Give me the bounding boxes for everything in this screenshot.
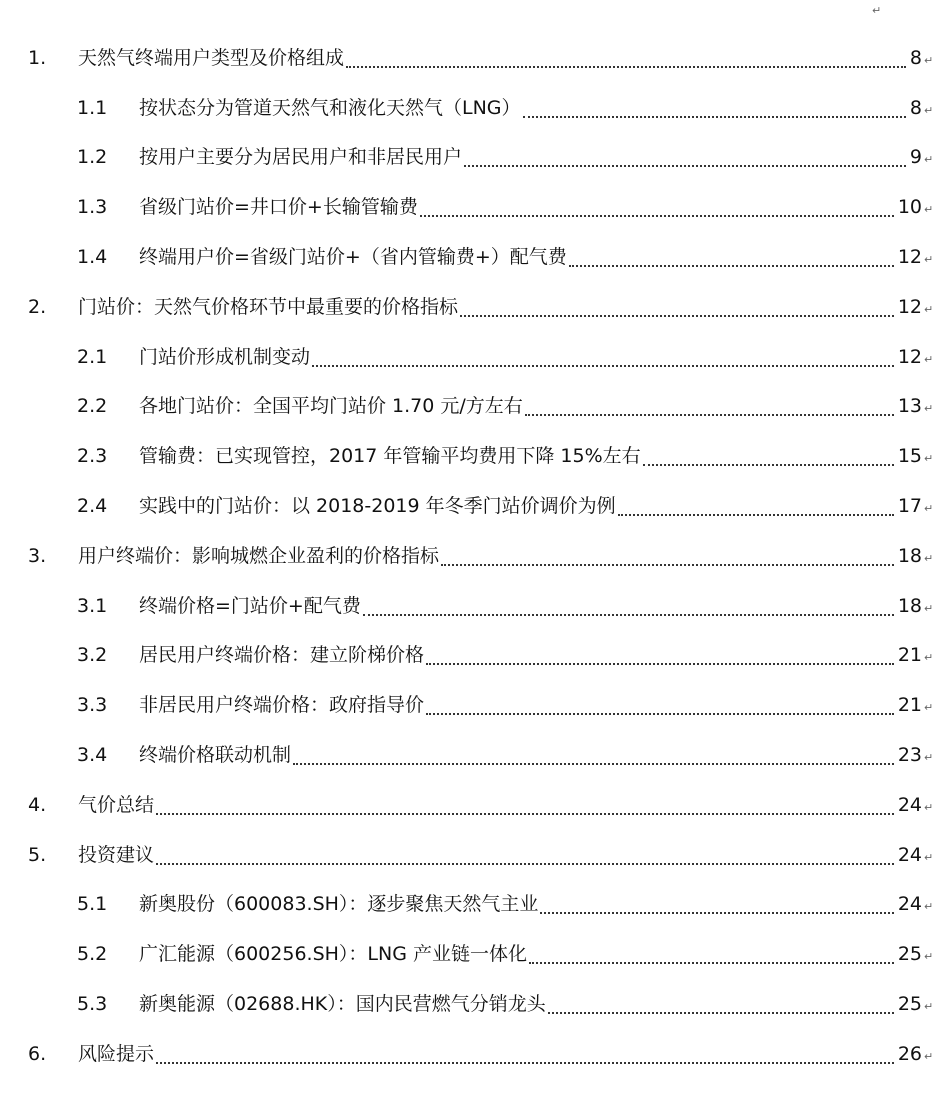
toc-entry[interactable] xyxy=(0,830,952,880)
toc-entry-number: 2. xyxy=(28,295,47,318)
paragraph-mark-icon: ↵ xyxy=(924,402,934,416)
toc-entry[interactable] xyxy=(0,680,952,730)
paragraph-mark-icon: ↵ xyxy=(924,352,934,366)
dot-leader xyxy=(529,962,894,964)
toc-entry[interactable] xyxy=(0,332,952,382)
dot-leader xyxy=(441,564,894,566)
dot-leader xyxy=(540,912,893,914)
toc-entry-title: 新奥能源（02688.HK）：国内民营燃气分销龙头 xyxy=(139,993,546,1016)
toc-entry-title: 终端价格联动机制 xyxy=(139,744,292,767)
toc-entry[interactable] xyxy=(0,133,952,183)
dot-leader xyxy=(618,514,894,516)
toc-entry[interactable] xyxy=(0,880,952,930)
toc-entry-page-number: 18 xyxy=(897,544,922,567)
toc-entry[interactable] xyxy=(0,581,952,631)
dot-leader xyxy=(156,1062,894,1064)
toc-entry-number: 3.4 xyxy=(77,744,108,767)
toc-entry[interactable] xyxy=(0,631,952,681)
toc-entry-title: 气价总结 xyxy=(78,793,155,816)
toc-entry-title: 门站价：天然气价格环节中最重要的价格指标 xyxy=(78,295,459,318)
toc-entry[interactable] xyxy=(0,83,952,133)
toc-entry-page-number: 15 xyxy=(897,445,922,468)
toc-entry-title: 各地门站价：全国平均门站价 1.70 元/方左右 xyxy=(139,395,523,418)
toc-entry-page-number: 17 xyxy=(897,495,922,518)
toc-entry-title: 新奥股份（600083.SH）：逐步聚焦天然气主业 xyxy=(139,893,539,916)
toc-entry[interactable] xyxy=(0,730,952,780)
toc-entry-page-number: 10 xyxy=(897,196,922,219)
toc-entry-title: 投资建议 xyxy=(78,843,155,866)
toc-entry-page-number: 25 xyxy=(897,993,922,1016)
toc-entry-page-number: 12 xyxy=(897,345,922,368)
paragraph-mark-icon: ↵ xyxy=(924,501,934,515)
toc-entry-number: 3.2 xyxy=(77,644,108,667)
toc-entry-title: 省级门站价=井口价+长输管输费 xyxy=(139,196,418,219)
paragraph-mark-icon: ↵ xyxy=(924,1049,934,1063)
toc-entry-title: 终端价格=门站价+配气费 xyxy=(139,594,361,617)
toc-entry-page-number: 13 xyxy=(897,395,922,418)
paragraph-mark-icon: ↵ xyxy=(924,302,934,316)
dot-leader xyxy=(548,1012,894,1014)
toc-entry-number: 1. xyxy=(28,46,47,69)
toc-entry[interactable] xyxy=(0,481,952,531)
paragraph-mark-icon: ↵ xyxy=(924,252,934,266)
toc-entry[interactable] xyxy=(0,282,952,332)
toc-entry[interactable] xyxy=(0,929,952,979)
paragraph-mark-icon: ↵ xyxy=(924,999,934,1013)
toc-entry-page-number: 21 xyxy=(897,644,922,667)
toc-entry-page-number: 24 xyxy=(897,893,922,916)
paragraph-mark-icon: ↵ xyxy=(924,103,934,117)
paragraph-mark-icon: ↵ xyxy=(924,203,934,217)
dot-leader xyxy=(569,265,894,267)
toc-entry-page-number: 9 xyxy=(909,146,922,169)
dot-leader xyxy=(643,464,894,466)
toc-entry-number: 2.2 xyxy=(77,395,108,418)
toc-entry-number: 2.4 xyxy=(77,495,108,518)
toc-entry-number: 1.4 xyxy=(77,246,108,269)
toc-entry-title: 按用户主要分为居民用户和非居民用户 xyxy=(139,146,463,169)
toc-entry-title: 实践中的门站价：以 2018-2019 年冬季门站价调价为例 xyxy=(139,495,616,518)
toc-entry-page-number: 26 xyxy=(897,1042,922,1065)
toc-entry-title: 非居民用户终端价格：政府指导价 xyxy=(139,694,425,717)
toc-entry-number: 1.1 xyxy=(77,96,108,119)
toc-entry-number: 5. xyxy=(28,843,47,866)
toc-entry-page-number: 12 xyxy=(897,295,922,318)
paragraph-mark-icon: ↵ xyxy=(924,551,934,565)
paragraph-mark-icon: ↵ xyxy=(872,4,882,17)
toc-entry-title: 风险提示 xyxy=(78,1042,155,1065)
toc-entry-title: 按状态分为管道天然气和液化天然气（LNG） xyxy=(139,96,521,119)
dot-leader xyxy=(420,215,894,217)
toc-entry-title: 管输费：已实现管控，2017 年管输平均费用下降 15%左右 xyxy=(139,445,641,468)
toc-entry-number: 1.3 xyxy=(77,196,108,219)
toc-entry-page-number: 21 xyxy=(897,694,922,717)
paragraph-mark-icon: ↵ xyxy=(924,452,934,466)
dot-leader xyxy=(156,863,894,865)
toc-entry[interactable] xyxy=(0,1029,952,1079)
toc-entry-number: 6. xyxy=(28,1042,47,1065)
toc-entry-title: 居民用户终端价格：建立阶梯价格 xyxy=(139,644,425,667)
toc-entry-number: 4. xyxy=(28,793,47,816)
toc-entry-number: 5.1 xyxy=(77,893,108,916)
toc-entry-page-number: 24 xyxy=(897,843,922,866)
dot-leader xyxy=(363,614,894,616)
toc-entry-title: 用户终端价：影响城燃企业盈利的价格指标 xyxy=(78,544,440,567)
toc-entry[interactable] xyxy=(0,232,952,282)
paragraph-mark-icon: ↵ xyxy=(924,950,934,964)
toc-entry[interactable] xyxy=(0,182,952,232)
dot-leader xyxy=(312,365,894,367)
paragraph-mark-icon: ↵ xyxy=(924,750,934,764)
toc-entry-page-number: 24 xyxy=(897,793,922,816)
paragraph-mark-icon: ↵ xyxy=(924,900,934,914)
paragraph-mark-icon: ↵ xyxy=(924,601,934,615)
toc-entry-title: 终端用户价=省级门站价+（省内管输费+）配气费 xyxy=(139,246,567,269)
toc-entry-page-number: 23 xyxy=(897,744,922,767)
dot-leader xyxy=(464,165,906,167)
toc-entry-page-number: 12 xyxy=(897,246,922,269)
dot-leader xyxy=(460,315,894,317)
toc-entry-title: 门站价形成机制变动 xyxy=(139,345,311,368)
toc-entry-page-number: 18 xyxy=(897,594,922,617)
toc-entry-number: 1.2 xyxy=(77,146,108,169)
dot-leader xyxy=(346,66,906,68)
toc-entry-number: 3.1 xyxy=(77,594,108,617)
dot-leader xyxy=(525,414,894,416)
toc-entry[interactable] xyxy=(0,382,952,432)
paragraph-mark-icon: ↵ xyxy=(924,153,934,167)
toc-entry[interactable] xyxy=(0,531,952,581)
toc-entry-number: 5.3 xyxy=(77,993,108,1016)
dot-leader xyxy=(426,663,894,665)
dot-leader xyxy=(426,713,894,715)
toc-entry[interactable] xyxy=(0,431,952,481)
toc-entry-number: 3. xyxy=(28,544,47,567)
dot-leader xyxy=(523,116,906,118)
toc-entry-page-number: 25 xyxy=(897,943,922,966)
dot-leader xyxy=(293,763,894,765)
toc-entry-number: 3.3 xyxy=(77,694,108,717)
toc-entry-title: 广汇能源（600256.SH）：LNG 产业链一体化 xyxy=(139,943,527,966)
table-of-contents xyxy=(0,33,952,1079)
toc-entry[interactable] xyxy=(0,780,952,830)
toc-entry-number: 5.2 xyxy=(77,943,108,966)
toc-entry-page-number: 8 xyxy=(909,96,922,119)
dot-leader xyxy=(156,813,894,815)
paragraph-mark-icon: ↵ xyxy=(924,800,934,814)
toc-entry-number: 2.3 xyxy=(77,445,108,468)
toc-entry[interactable] xyxy=(0,33,952,83)
toc-entry[interactable] xyxy=(0,979,952,1029)
toc-entry-page-number: 8 xyxy=(909,46,922,69)
paragraph-mark-icon: ↵ xyxy=(924,651,934,665)
toc-entry-title: 天然气终端用户类型及价格组成 xyxy=(78,46,345,69)
paragraph-mark-icon: ↵ xyxy=(924,701,934,715)
paragraph-mark-icon: ↵ xyxy=(924,850,934,864)
toc-entry-number: 2.1 xyxy=(77,345,108,368)
paragraph-mark-icon: ↵ xyxy=(924,53,934,67)
